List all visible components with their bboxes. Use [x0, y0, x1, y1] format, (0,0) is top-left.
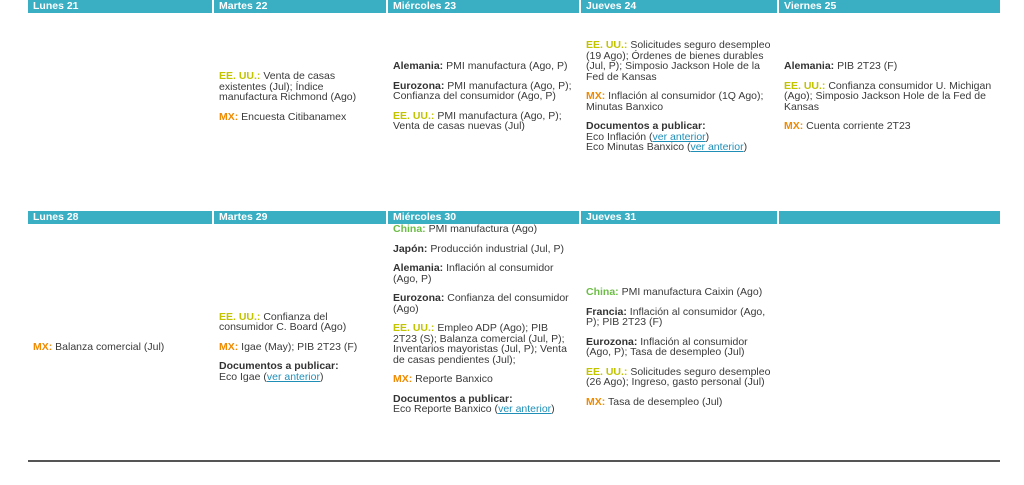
event-text: Confianza del consumidor (Ago): [393, 292, 569, 315]
event-entry: [393, 61, 574, 72]
event-entry: [393, 263, 574, 284]
event-text: Balanza comercial (Jul): [52, 340, 165, 353]
day-header-empty: [777, 211, 1000, 224]
day-header-viernes-25: Viernes 25: [777, 0, 1000, 13]
cell-miercoles-30: [386, 224, 579, 470]
event-text: Reporte Banxico: [412, 373, 493, 385]
country-label: EE. UU.:: [586, 365, 628, 378]
country-label: Japón:: [393, 242, 428, 255]
country-label: MX:: [586, 395, 606, 408]
country-label: MX:: [219, 110, 239, 123]
event-entry: [393, 293, 574, 314]
event-text: PMI manufactura (Ago): [425, 223, 538, 235]
cell-viernes-25: [777, 13, 1000, 180]
event-text: PMI manufactura (Ago, P); Venta de casas nuevas (Jul): [393, 109, 562, 133]
day-header-martes-22: Martes 22: [212, 0, 386, 13]
event-entry: [393, 111, 574, 132]
ver-anterior-link[interactable]: ver anterior: [498, 403, 552, 415]
event-text: Solicitudes seguro desempleo (19 Ago); Órdenes de bienes durables (Jul, P); Simposio Jackson Hole de la Fed de Kansas: [586, 39, 771, 83]
country-label: China:: [393, 223, 426, 235]
event-text: Tasa de desempleo (Jul): [605, 395, 723, 408]
country-label: Alemania:: [784, 60, 835, 73]
event-entry: [393, 224, 574, 235]
document-name: Eco Igae (: [219, 370, 267, 383]
event-text: Cuenta corriente 2T23: [803, 120, 911, 133]
event-text: PMI manufactura Caixin (Ago): [618, 286, 763, 298]
country-label: MX:: [33, 340, 53, 353]
country-label: MX:: [393, 373, 413, 385]
day-header-martes-29: Martes 29: [212, 211, 386, 224]
event-text: Producción industrial (Jul, P): [427, 242, 564, 255]
event-text: Igae (May); PIB 2T23 (F): [238, 340, 358, 353]
event-text: Encuesta Citibanamex: [238, 110, 347, 123]
week-1-table: [28, 0, 1000, 180]
cell-martes-29: [212, 224, 386, 470]
document-item: [393, 404, 574, 415]
document-name: Eco Inflación (: [586, 130, 653, 143]
event-text: PMI manufactura (Ago, P); Confianza del consumidor (Ago, P): [393, 79, 572, 103]
day-header-miercoles-30: Miércoles 30: [386, 211, 579, 224]
cell-jueves-31: [579, 224, 777, 470]
country-label: MX:: [586, 90, 606, 103]
cell-lunes-21: [28, 13, 212, 180]
event-entry: [586, 337, 772, 358]
event-text: Inflación al consumidor (Ago, P): [393, 262, 554, 285]
event-entry: [586, 287, 772, 298]
documents-section: [393, 394, 574, 415]
event-text: Empleo ADP (Ago); PIB 2T23 (S); Balanza comercial (Jul, P); Inventarios mayoristas (Jul, P); Venta de casas pendientes (Jul);: [393, 322, 567, 366]
documents-section: [219, 361, 381, 382]
event-entry: [586, 40, 772, 82]
document-paren: ): [319, 370, 324, 383]
cell-empty: [777, 224, 1000, 470]
event-entry: [586, 367, 772, 388]
event-entry: [784, 81, 995, 113]
event-text: Venta de casas existentes (Jul); Índice manufactura Richmond (Ago): [219, 70, 357, 103]
event-entry: [219, 312, 381, 333]
ver-anterior-link[interactable]: ver anterior: [690, 141, 744, 154]
ver-anterior-link[interactable]: ver anterior: [652, 130, 706, 143]
week-2-table: [28, 211, 1000, 470]
event-text: Inflación al consumidor (Ago, P); Tasa de desempleo (Jul): [586, 335, 748, 358]
country-label: EE. UU.:: [393, 322, 435, 334]
ver-anterior-link[interactable]: ver anterior: [266, 370, 320, 383]
country-label: Eurozona:: [393, 292, 445, 304]
country-label: MX:: [784, 120, 804, 133]
event-entry: [219, 71, 381, 103]
event-entry: [784, 121, 995, 132]
event-entry: [33, 342, 207, 353]
cell-jueves-24: [579, 13, 777, 180]
document-name: Eco Reporte Banxico (: [393, 403, 499, 415]
documents-label: Documentos a publicar:: [586, 120, 706, 133]
documents-section: [586, 121, 772, 153]
day-header-miercoles-23: Miércoles 23: [386, 0, 579, 13]
day-header-jueves-31: Jueves 31: [579, 211, 777, 224]
day-header-lunes-21: Lunes 21: [28, 0, 212, 13]
event-entry: [586, 397, 772, 408]
document-name: Eco Minutas Banxico (: [586, 141, 691, 154]
event-entry: [393, 81, 574, 102]
documents-label: Documentos a publicar:: [393, 392, 513, 405]
document-paren: ): [705, 130, 710, 143]
event-text: PMI manufactura (Ago, P): [443, 60, 568, 73]
country-label: Alemania:: [393, 262, 444, 274]
country-label: EE. UU.:: [586, 39, 628, 52]
country-label: MX:: [219, 340, 239, 353]
bottom-divider: [28, 460, 1000, 462]
event-entry: [219, 112, 381, 123]
event-entry: [393, 374, 574, 385]
country-label: Francia:: [586, 305, 627, 318]
country-label: EE. UU.:: [784, 79, 826, 92]
event-entry: [586, 307, 772, 328]
country-label: EE. UU.:: [219, 310, 261, 323]
document-paren: ): [551, 403, 555, 415]
day-header-jueves-24: Jueves 24: [579, 0, 777, 13]
documents-label: Documentos a publicar:: [219, 360, 339, 373]
cell-miercoles-23: [386, 13, 579, 180]
country-label: Eurozona:: [393, 79, 445, 92]
event-entry: [393, 244, 574, 255]
event-text: Confianza consumidor U. Michigan (Ago); Simposio Jackson Hole de la Fed de Kansas: [784, 79, 992, 113]
cell-martes-22: [212, 13, 386, 180]
event-text: Inflación al consumidor (1Q Ago); Minutas Banxico: [586, 90, 764, 113]
country-label: Alemania:: [393, 60, 444, 73]
event-text: PIB 2T23 (F): [834, 60, 898, 73]
event-entry: [784, 61, 995, 72]
event-entry: [393, 323, 574, 365]
week-1-header-row: [28, 0, 1000, 13]
country-label: EE. UU.:: [393, 109, 435, 122]
cell-lunes-28: [28, 224, 212, 470]
document-paren: ): [743, 141, 748, 154]
event-entry: [219, 342, 381, 353]
event-text: Confianza del consumidor C. Board (Ago): [219, 310, 347, 334]
country-label: China:: [586, 286, 619, 298]
country-label: EE. UU.:: [219, 70, 261, 82]
country-label: Eurozona:: [586, 335, 638, 348]
event-text: Inflación al consumidor (Ago, P); PIB 2T23 (F): [586, 305, 766, 328]
event-entry: [586, 91, 772, 112]
document-item: [586, 142, 772, 153]
event-text: Solicitudes seguro desempleo (26 Ago); Ingreso, gasto personal (Jul): [586, 365, 771, 388]
day-header-lunes-28: Lunes 28: [28, 211, 212, 224]
document-item: [219, 372, 381, 383]
